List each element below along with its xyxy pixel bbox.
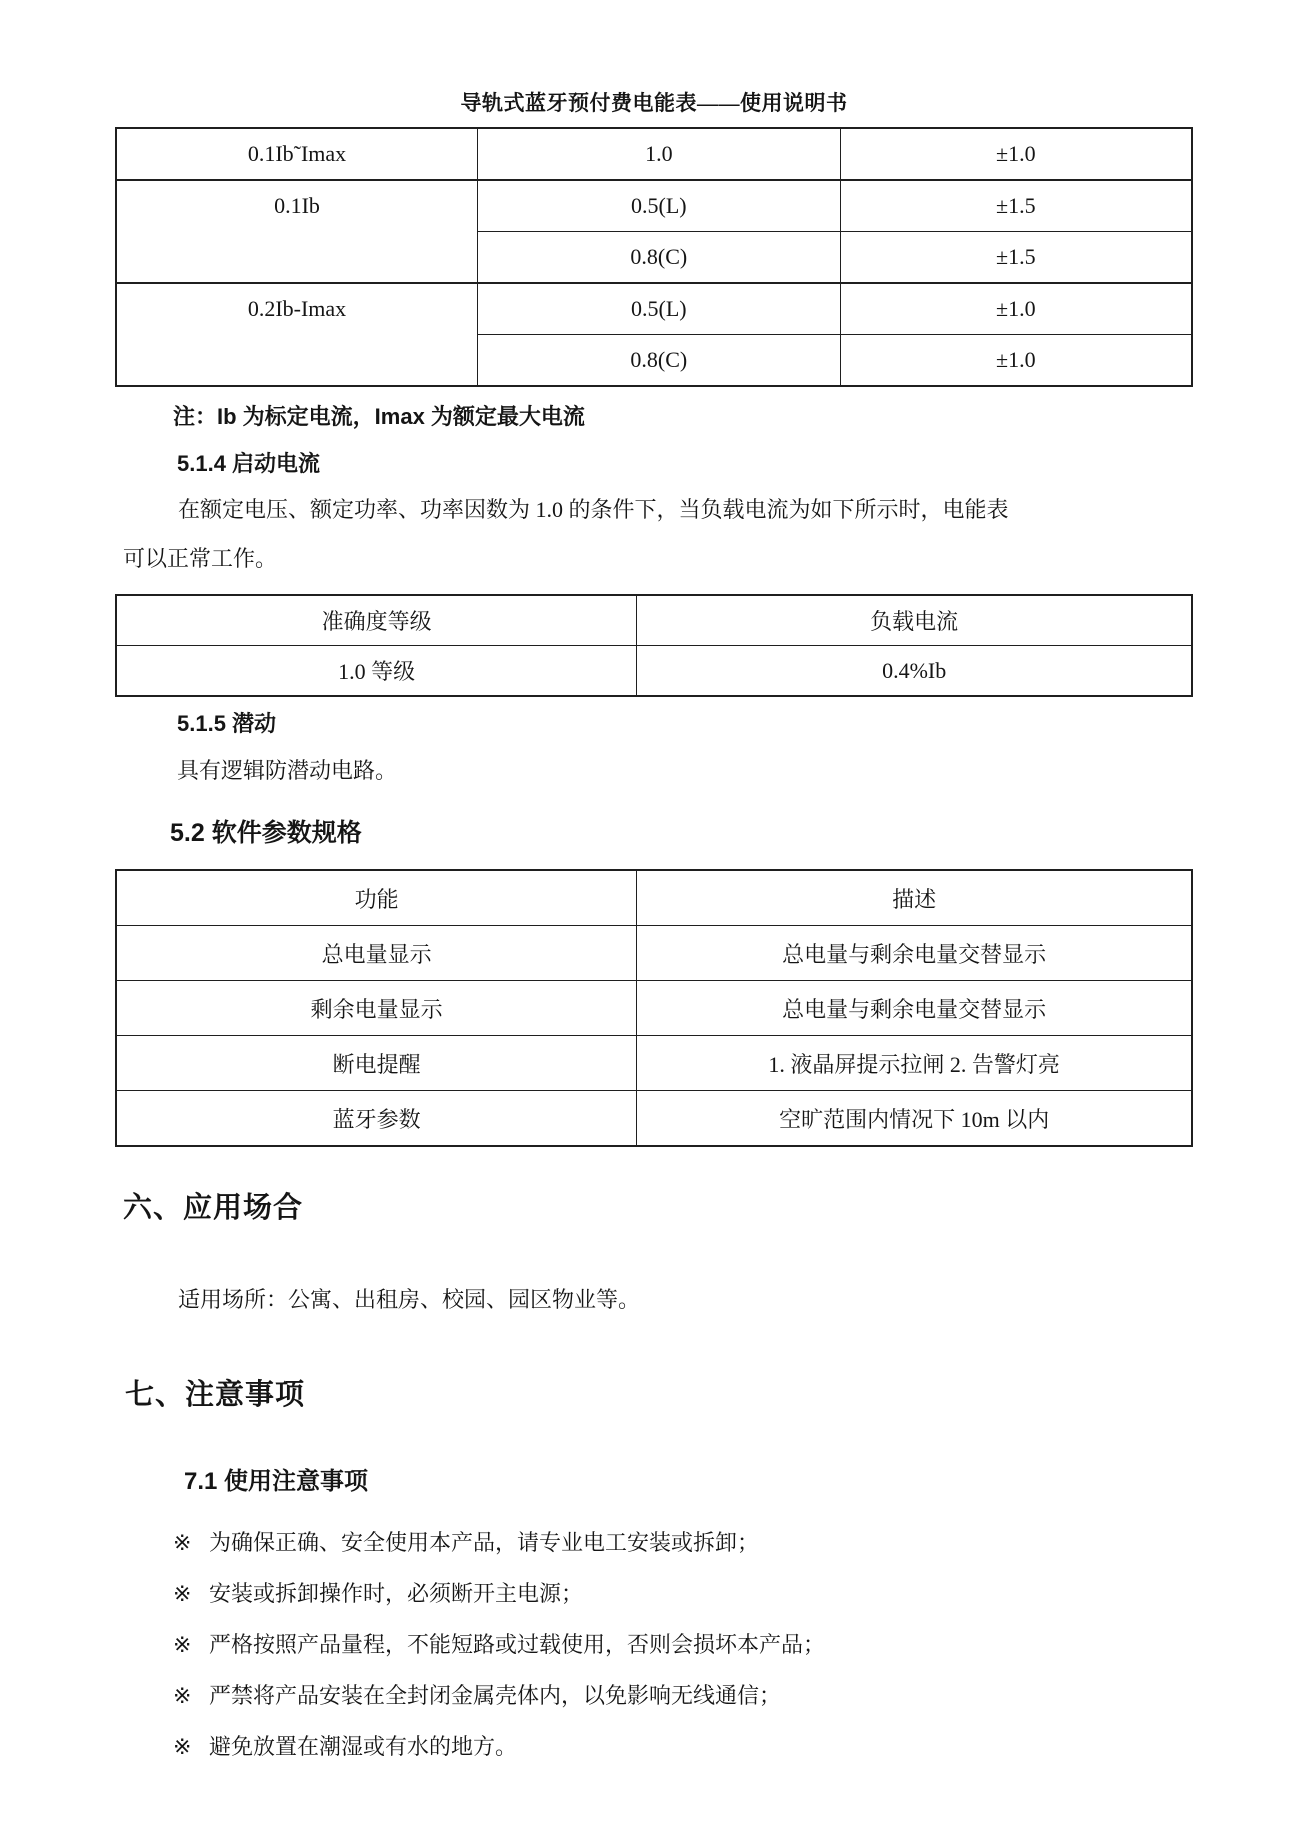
list-item-text: 避免放置在潮湿或有水的地方。 [209,1734,518,1759]
table-cell: 空旷范围内情况下 10m 以内 [637,1091,1192,1147]
section-heading-7: 七、注意事项 [125,1379,306,1411]
table-row [116,926,1192,981]
table-cell: 蓝牙参数 [116,1091,637,1147]
paragraph-line: 在额定电压、额定功率、功率因数为 1.0 的条件下，当负载电流为如下所示时，电能表 [178,497,1009,522]
table-cell: ±1.0 [840,283,1192,335]
list-item [173,1528,1193,1558]
reference-mark-icon: ※ [173,1632,192,1657]
table-cell: 总电量与剩余电量交替显示 [637,981,1192,1036]
section-514-paragraph [115,485,1193,583]
section-heading-6: 六、应用场合 [123,1192,304,1224]
usage-notes-list [173,1528,1193,1762]
reference-mark-icon: ※ [173,1530,192,1555]
list-item-text: 严格按照产品量程，不能短路或过载使用，否则会损坏本产品； [209,1632,826,1657]
paragraph-line: 可以正常工作。 [123,546,278,571]
table-header-cell: 负载电流 [637,595,1192,646]
table-footnote: 注：Ib 为标定电流，Imax 为额定最大电流 [173,404,585,429]
table-row [116,981,1192,1036]
list-item-text: 安装或拆卸操作时，必须断开主电源； [209,1581,584,1606]
table-cell: 总电量与剩余电量交替显示 [637,926,1192,981]
table-cell: 1.0 [478,128,841,180]
table-cell: 1. 液晶屏提示拉闸 2. 告警灯亮 [637,1036,1192,1091]
table-row [116,128,1192,180]
list-item [173,1681,1193,1711]
table-cell: 断电提醒 [116,1036,637,1091]
list-item-text: 为确保正确、安全使用本产品，请专业电工安装或拆卸； [209,1530,760,1555]
table-cell: ±1.5 [840,180,1192,232]
table-cell: 0.1Ib [116,180,478,283]
reference-mark-icon: ※ [173,1683,192,1708]
table-header-cell: 描述 [637,870,1192,926]
table-row [116,870,1192,926]
reference-mark-icon: ※ [173,1581,192,1606]
accuracy-error-table [115,127,1193,387]
section-515-body: 具有逻辑防潜动电路。 [177,758,398,783]
list-item [173,1732,1193,1762]
section-6-body: 适用场所：公寓、出租房、校园、园区物业等。 [178,1287,641,1312]
table-cell: ±1.0 [840,128,1192,180]
table-row [116,1036,1192,1091]
table-cell: 总电量显示 [116,926,637,981]
table-cell: 0.4%Ib [637,646,1192,697]
list-item-text: 严禁将产品安装在全封闭金属壳体内，以免影响无线通信； [209,1683,782,1708]
table-cell: 0.5(L) [478,283,841,335]
table-row [116,646,1192,697]
section-heading-514: 5.1.4 启动电流 [177,451,321,476]
reference-mark-icon: ※ [173,1734,192,1759]
table-cell: ±1.0 [840,335,1192,387]
table-cell: 0.5(L) [478,180,841,232]
table-cell: ±1.5 [840,232,1192,284]
section-heading-515: 5.1.5 潜动 [177,711,277,736]
table-cell: 0.1Ib˜Imax [116,128,478,180]
table-row [116,1091,1192,1147]
table-header-cell: 功能 [116,870,637,926]
page-header-title: 导轨式蓝牙预付费电能表——使用说明书 [460,91,848,115]
table-cell: 0.2Ib-Imax [116,283,478,386]
list-item [173,1630,1193,1660]
starting-current-table [115,594,1193,697]
list-item [173,1579,1193,1609]
table-row [116,595,1192,646]
table-row [116,283,1192,335]
table-row [116,180,1192,232]
table-cell: 剩余电量显示 [116,981,637,1036]
table-cell: 1.0 等级 [116,646,637,697]
section-heading-52: 5.2 软件参数规格 [170,819,362,847]
table-cell: 0.8(C) [478,232,841,284]
section-heading-71: 7.1 使用注意事项 [184,1468,369,1495]
software-parameters-table [115,869,1193,1147]
table-cell: 0.8(C) [478,335,841,387]
table-header-cell: 准确度等级 [116,595,637,646]
